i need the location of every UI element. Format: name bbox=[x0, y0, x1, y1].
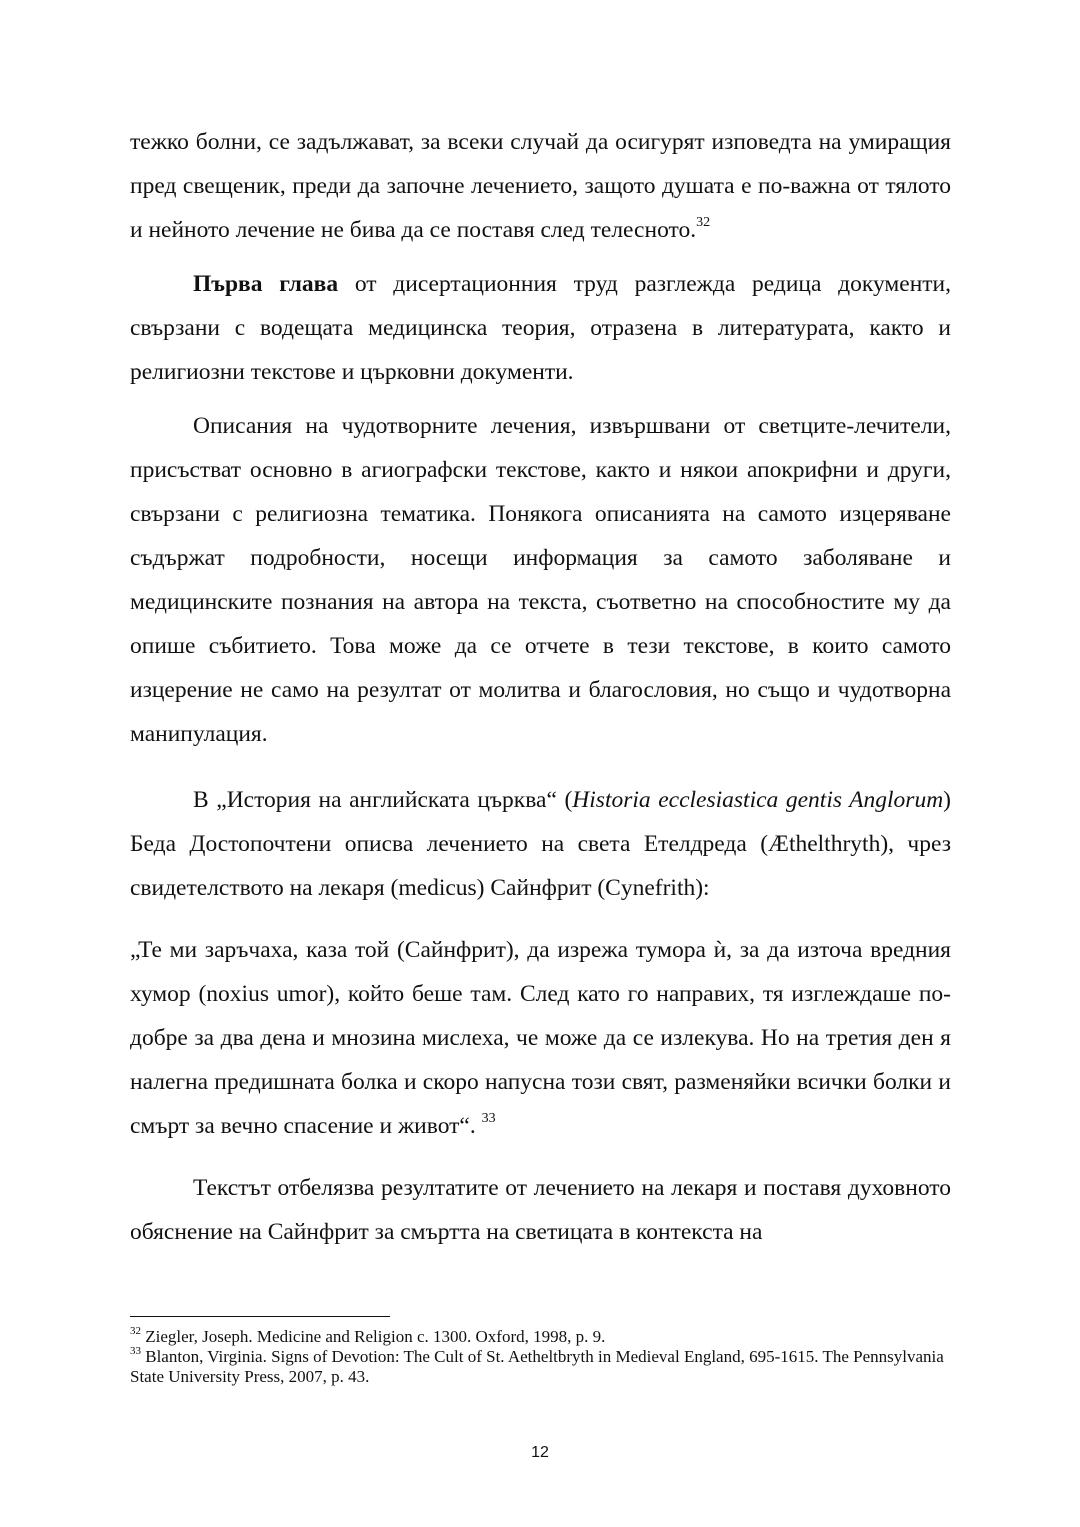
paragraph-4-before: В „История на английската църква“ ( bbox=[193, 787, 573, 813]
footnote-33 bbox=[130, 1347, 960, 1387]
footnote-ref-32[interactable]: 32 bbox=[696, 215, 711, 231]
paragraph-2-text: от дисертационния труд разглежда редица документи, свързани с водещата медицинска теория, отразена в литературата, както и религиозни текстове и църковни документи. bbox=[130, 271, 951, 385]
footnote-text: Ziegler, Joseph. Medicine and Religion c. 1300. Oxford, 1998, p. 9. bbox=[141, 1327, 606, 1346]
paragraph-1-text: тежко болни, се задължават, за всеки случай да осигурят изповедта на умиращия пред свещеник, преди да започне лечението, защото душата е по-важна от тялото и нейното лечение не бива да се поставя след телесното. bbox=[130, 129, 951, 243]
footnote-text: Blanton, Virginia. Signs of Devotion: The Cult of St. Aetheltbryth in Medieval England, 695-1615. The Pennsylvania State University Press, 2007, p. 43. bbox=[130, 1347, 944, 1386]
latin-title: Historia ecclesiastica gentis Anglorum bbox=[572, 787, 944, 813]
page-number: 12 bbox=[531, 1444, 549, 1461]
footnote-number: 32 bbox=[130, 1325, 141, 1338]
footnote-ref-33[interactable]: 33 bbox=[481, 1111, 496, 1127]
footnote-number: 33 bbox=[130, 1345, 141, 1358]
footnote-divider bbox=[130, 1316, 390, 1317]
paragraph-2 bbox=[130, 262, 951, 394]
quotation-text: „Те ми заръчаха, каза той (Сайнфрит), да изрежа тумора ѝ, за да източа вредния хумор (noxius umor), който беше там. След като го направих, тя изглеждаше по-добре за два дена и мнозина мислеха, че може да се излекува. Но на третия ден я налегна предишната болка и скоро напусна този свят, разменяйки всички болки и смърт за вечно спасение и живот“. bbox=[130, 937, 951, 1139]
chapter-heading-inline: Първа глава bbox=[193, 271, 339, 297]
paragraph-3-text: Описания на чудотворните лечения, извършвани от светците-лечители, присъстват основно в агиографски текстове, както и някои апокрифни и други, свързани с религиозна тематика. Понякога описанията на самото изцеряване съдържат подробности, носещи информация за самото заболяване и медицинските познания на автора на текста, съответно на способностите му да опише събитието. Това може да се отчете в тези текстове, в които самото изцерение не само на резултат от молитва и благословия, но също и чудотворна манипулация. bbox=[130, 413, 951, 747]
paragraph-1 bbox=[130, 120, 951, 252]
footnotes-section bbox=[130, 1316, 960, 1387]
footnote-32 bbox=[130, 1327, 960, 1347]
paragraph-4 bbox=[130, 778, 951, 910]
document-body bbox=[130, 120, 951, 1254]
paragraph-5 bbox=[130, 1166, 951, 1254]
paragraph-5-text: Текстът отбелязва резултатите от лечението на лекаря и поставя духовното обяснение на Сайнфрит за смъртта на светицата в контекста на bbox=[130, 1175, 951, 1245]
paragraph-3 bbox=[130, 404, 951, 756]
paragraph-4-after: ) Беда Достопочтени описва лечението на света Етелдреда (Æthelthryth), чрез свидетелството на лекаря (medicus) Сайнфрит (Cynefrith): bbox=[130, 787, 951, 901]
quotation bbox=[130, 928, 951, 1148]
